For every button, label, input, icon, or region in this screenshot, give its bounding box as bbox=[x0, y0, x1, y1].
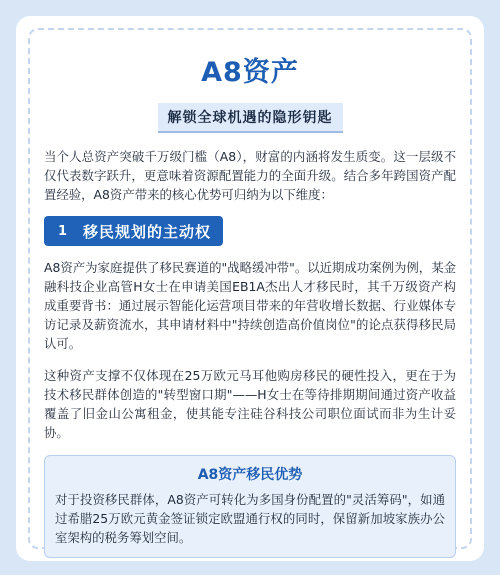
section-number: 1 bbox=[58, 223, 68, 239]
content-card bbox=[16, 16, 484, 561]
dashed-frame bbox=[28, 28, 472, 549]
page-subtitle: 解锁全球机遇的隐形钥匙 bbox=[158, 103, 343, 133]
advantage-title: A8资产移民优势 bbox=[197, 467, 303, 483]
intro-paragraph: 当个人总资产突破千万级门槛（A8），财富的内涵将发生质变。这一层级不仅代表数字跃升，更意味着资源配置能力的全面升级。结合多年跨国资产配置经验，A8资产带来的核心优势可归纳为以下维度： bbox=[44, 149, 456, 202]
subtitle-wrap bbox=[44, 103, 456, 133]
page-title: A8资产 bbox=[201, 57, 299, 88]
section-paragraph-2: 这种资产支撑不仅体现在25万欧元马耳他购房移民的硬性投入，更在于为技术移民群体创造的"转型窗口期"——H女士在等待排期期间通过资产收益覆盖了旧金山公寓租金，使其能专注硅谷科技公司职位面试而非为生计妥协。 bbox=[44, 368, 456, 440]
advantage-box bbox=[44, 455, 456, 558]
section-paragraph-1: A8资产为家庭提供了移民赛道的"战略缓冲带"。以近期成功案例为例，某金融科技企业高管H女士在申请美国EB1A杰出人才移民时，其千万级资产构成重要背书：通过展示智能化运营项目带来的年营收增长数据、行业媒体专访记录及薪资流水，其申请材料中"持续创造高价值岗位"的论点获得移民局认可。 bbox=[44, 260, 456, 351]
section-title: 移民规划的主动权 bbox=[83, 222, 212, 241]
advantage-text: 对于投资移民群体，A8资产可转化为多国身份配置的"灵活筹码"，如通过希腊25万欧元黄金签证锁定欧盟通行权的同时，保留新加坡家族办公室架构的税务筹划空间。 bbox=[55, 492, 445, 545]
section-heading bbox=[44, 216, 223, 246]
